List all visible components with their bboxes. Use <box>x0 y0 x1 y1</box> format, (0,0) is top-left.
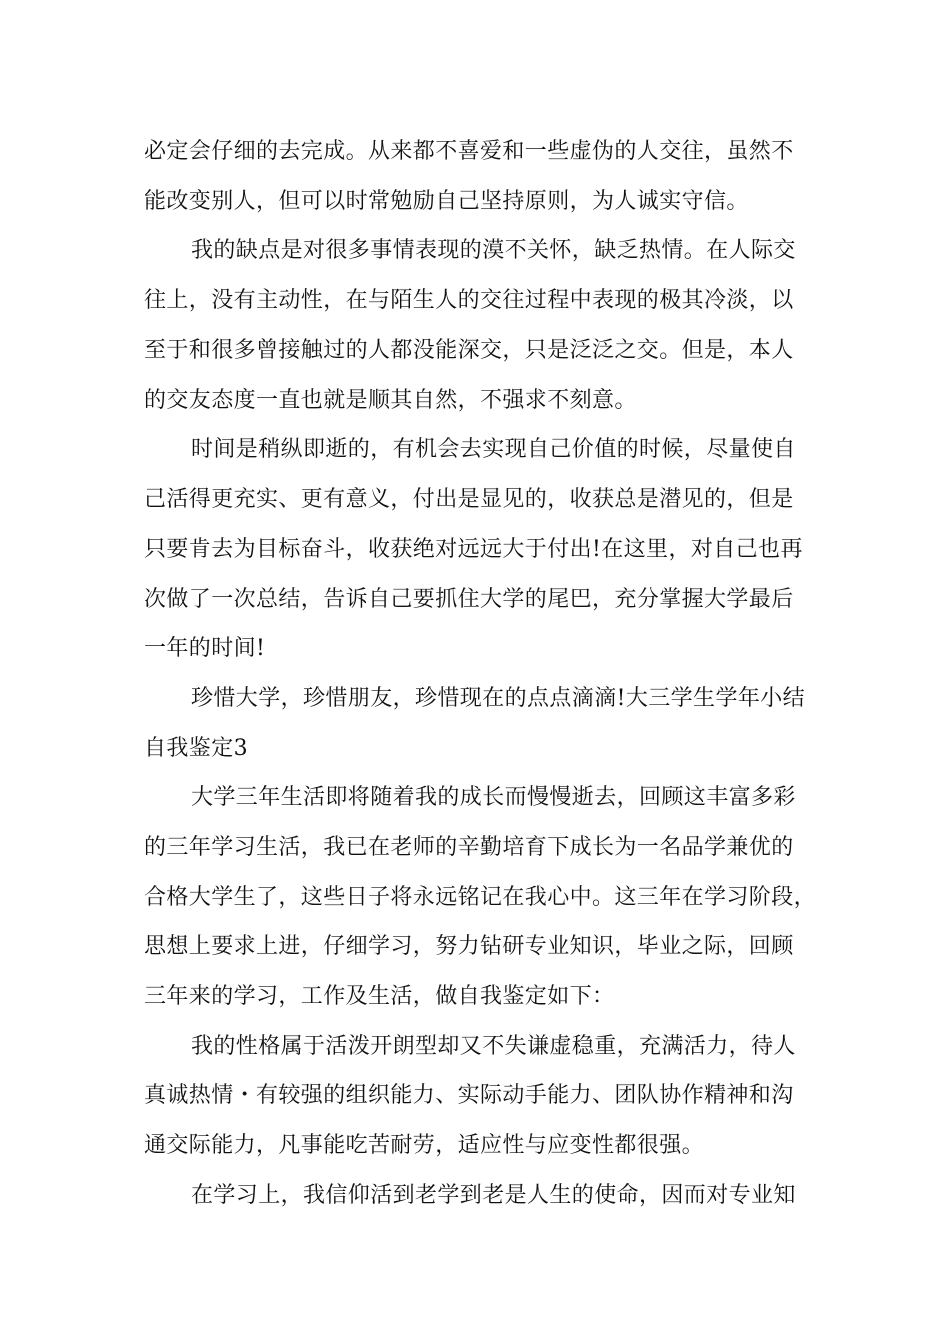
text-line: 真诚热情・有较强的组织能力、实际动手能力、团队协作精神和沟 <box>144 1083 794 1108</box>
text-line: 一年的时间! <box>144 636 266 661</box>
text-line: 能改变别人，但可以时常勉励自己坚持原则，为人诚实守信。 <box>144 189 749 214</box>
paragraph-first-line: 珍惜大学，珍惜朋友，珍惜现在的点点滴滴!大三学生学年小结 <box>191 686 806 711</box>
text-line: 的交友态度一直也就是顺其自然，不强求不刻意。 <box>144 388 637 413</box>
section-title-line: 自我鉴定3 <box>144 736 248 761</box>
paragraph-first-line: 我的性格属于活泼开朗型却又不失谦虚稳重，充满活力，待人 <box>191 1034 796 1059</box>
text-line: 己活得更充实、更有意义，付出是显见的，收获总是潜见的，但是 <box>144 487 794 512</box>
text-line: 合格大学生了，这些日子将永远铭记在我心中。这三年在学习阶段， <box>144 885 817 910</box>
text-line: 思想上要求上进，仔细学习，努力钻研专业知识，毕业之际，回顾 <box>144 934 794 959</box>
text-line: 的三年学习生活，我已在老师的辛勤培育下成长为一名品学兼优的 <box>144 835 794 860</box>
paragraph-first-line: 时间是稍纵即逝的，有机会去实现自己价值的时候，尽量使自 <box>191 437 796 462</box>
text-line: 往上，没有主动性，在与陌生人的交往过程中表现的极其冷淡，以 <box>144 288 794 313</box>
text-line: 必定会仔细的去完成。从来都不喜爱和一些虚伪的人交往，虽然不 <box>144 139 794 164</box>
paragraph-first-line: 大学三年生活即将随着我的成长而慢慢逝去，回顾这丰富多彩 <box>191 785 796 810</box>
text-line: 通交际能力，凡事能吃苦耐劳，适应性与应变性都很强。 <box>144 1133 705 1158</box>
text-line: 次做了一次总结，告诉自己要抓住大学的尾巴，充分掌握大学最后 <box>144 587 794 612</box>
paragraph-first-line: 在学习上，我信仰活到老学到老是人生的使命，因而对专业知 <box>191 1183 796 1208</box>
text-line: 至于和很多曾接触过的人都没能深交，只是泛泛之交。但是，本人 <box>144 338 794 363</box>
paragraph-first-line: 我的缺点是对很多事情表现的漠不关怀，缺乏热情。在人际交 <box>191 238 796 263</box>
text-line: 三年来的学习，工作及生活，做自我鉴定如下： <box>144 984 615 1009</box>
text-line: 只要肯去为目标奋斗，收获绝对远远大于付出!在这里，对自己也再 <box>144 537 803 562</box>
